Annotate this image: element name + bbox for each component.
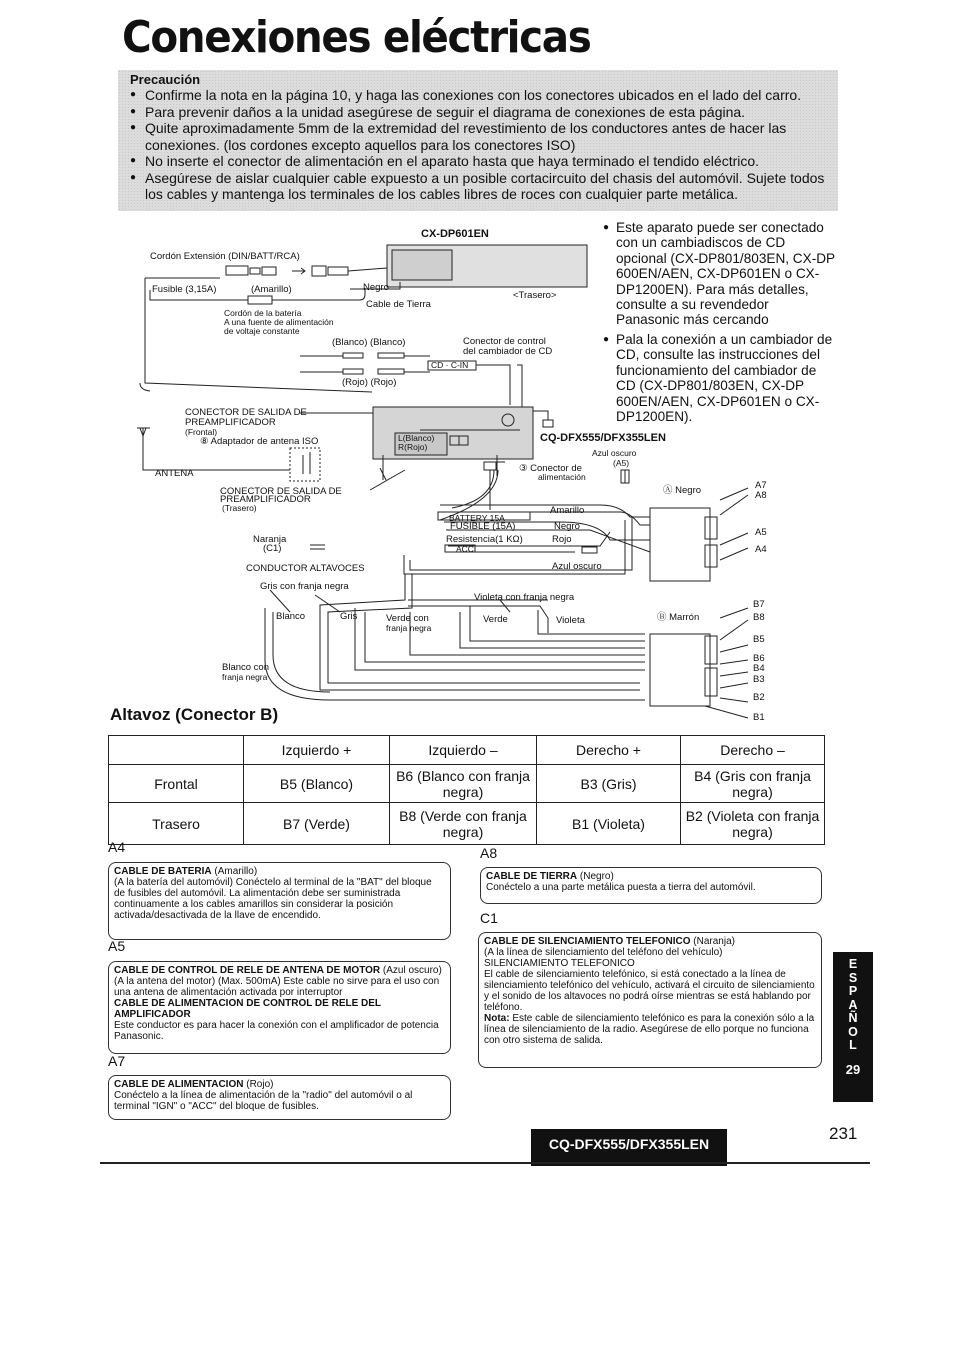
label-naranja: Naranja (253, 534, 287, 545)
changer-model-label: CX-DP601EN (421, 228, 489, 240)
tab-letter: L (849, 1038, 857, 1052)
pin-a4-label: A4 (108, 839, 126, 855)
pin-label: B2 (753, 692, 765, 703)
bullet-icon: ● (603, 334, 610, 345)
speaker-table (108, 735, 825, 845)
cable-c1-box (478, 932, 822, 1068)
label-conductor: CONDUCTOR ALTAVOCES (246, 563, 365, 574)
pin-c1-label: C1 (480, 910, 498, 926)
label-power-2: alimentación (538, 472, 586, 482)
pin-label: A4 (755, 544, 767, 555)
label-acc: ACC (456, 544, 474, 554)
table-header-row (109, 736, 825, 765)
label-antena: ANTENA (155, 468, 194, 479)
pin-label: A5 (755, 527, 767, 538)
label-trasero: <Trasero> (513, 290, 557, 301)
cable-c1-color: (Naranja) (693, 936, 735, 947)
label-verde-con: Verde con (386, 613, 429, 624)
label-negro: Negro (363, 282, 389, 293)
label-blanco: Blanco (276, 611, 306, 622)
label-marron: Ⓑ Marrón (657, 612, 700, 623)
caution-heading: Precaución (130, 72, 201, 87)
caution-item: ● No inserte el conector de alimentación en el aparato hasta que haya terminado el tendido eléctrico. (130, 153, 826, 170)
cable-c1-note (484, 1013, 816, 1046)
cable-c1-title: CABLE DE SILENCIAMIENTO TELEFONICO (484, 936, 691, 947)
label-verde: Verde (483, 614, 508, 625)
pin-a8-label: A8 (480, 845, 498, 861)
pin-label: B5 (753, 634, 765, 645)
label-gris: Gris (340, 611, 358, 622)
cable-a5-text-2: Este conductor es para hacer la conexión con el amplificador de potencia Panasonic. (114, 1020, 439, 1042)
table-cell: B2 (Violeta con franja negra) (681, 803, 825, 845)
speaker-heading: Altavoz (Conector B) (110, 705, 279, 724)
label-amarillo-2: Amarillo (550, 505, 585, 516)
cable-a5-title-1: CABLE DE CONTROL DE RELE DE ANTENA DE MOTOR (114, 965, 381, 976)
table-cell: B8 (Verde con franja negra) (390, 803, 537, 845)
bullet-icon: ● (603, 222, 610, 233)
table-row (109, 765, 825, 803)
label-blanco-blanco: (Blanco) (Blanco) (332, 337, 406, 348)
caution-item: ● Confirme la nota en la página 10, y haga las conexiones con los conectores ubicados en el lado del carro. (130, 87, 826, 104)
caution-item: ● Asegúrese de aislar cualquier cable expuesto a un posible cortacircuito del chasis del automóvil. Sujete todos los cables y mantenga los terminales de los cables libres de roces con cualquier parte metálica. (130, 170, 826, 203)
pin-label: B1 (753, 712, 765, 723)
label-l-blanco: L(Blanco) (398, 433, 435, 443)
label-power-1: ③ Conector de (519, 463, 582, 474)
cable-a7-title: CABLE DE ALIMENTACION (114, 1079, 244, 1090)
label-franja-negra: franja negra (386, 623, 432, 633)
label-blanco-con: Blanco con (222, 662, 270, 673)
pin-label: A8 (755, 490, 767, 501)
language-tab (833, 952, 873, 1102)
tab-letter: E (848, 957, 858, 971)
label-violeta-negra: Violeta con franja negra (474, 592, 575, 603)
cable-a7-color: (Rojo) (246, 1079, 274, 1090)
note-cd-changer: ● Este aparato puede ser conectado con un cambiadiscos de CD opcional (CX-DP801/803EN, CX-DP 600EN/AEN, CX-DP601EN o CX-DP1200EN). Para más detalles, consulte a su revendedor Panasonic más cercando (603, 220, 835, 328)
label-amarillo: (Amarillo) (251, 284, 292, 295)
cable-a4-title: CABLE DE BATERIA (114, 866, 212, 877)
label-fuente-2: de voltaje constante (224, 326, 300, 336)
label-pre-rear-1: CONECTOR DE SALIDA DE (220, 486, 342, 497)
label-fuente-1: A una fuente de alimentación (224, 317, 334, 327)
label-c1: (C1) (263, 543, 282, 554)
label-pre-front-3: (Frontal) (185, 427, 218, 437)
tab-letter: A (848, 997, 858, 1012)
label-azul-oscuro-2: Azul oscuro (552, 561, 602, 572)
footer-rule (100, 1162, 870, 1164)
tab-letter: O (848, 1024, 858, 1039)
pin-label: B8 (753, 612, 765, 623)
label-cable-tierra: Cable de Tierra (366, 299, 431, 310)
label-negro-2: Negro (554, 521, 580, 532)
note-text: Este cable de silenciamiento telefónico es para la conexión sólo a la línea de silenciamiento de la radio. Asegúrese de ello porque no funciona con otro sistema de salida. (484, 1013, 815, 1046)
label-azul-oscuro: Azul oscuro (592, 448, 637, 458)
table-header-cell: Derecho – (681, 736, 825, 765)
table-cell: B3 (Gris) (537, 765, 681, 803)
cable-a5-box (108, 961, 451, 1054)
label-resistencia: Resistencia(1 KΩ) (446, 534, 523, 545)
label-control-1: Conector de control (463, 336, 546, 347)
table-header-cell: Izquierdo + (244, 736, 390, 765)
pin-label: B6 (753, 653, 765, 664)
cable-a8-text: Conéctelo a una parte metálica puesta a tierra del automóvil. (486, 882, 756, 893)
label-r-rojo: R(Rojo) (398, 442, 428, 452)
caution-item: ● Quite aproximadamente 5mm de la extremidad del revestimiento de los conductores antes de hacer las conexiones. (los cordones excepto aquellos para los conectores ISO) (130, 120, 826, 153)
label-iso-adapter: ⑧ Adaptador de antena ISO (200, 436, 319, 447)
tab-letter: Ñ (848, 1011, 858, 1025)
table-header-cell: Derecho + (537, 736, 681, 765)
pin-label: B7 (753, 599, 765, 610)
page-number: 231 (829, 1124, 858, 1143)
cable-c1-line-1: (A la línea de silenciamiento del teléfono del vehículo) (484, 947, 723, 958)
cable-a4-box (108, 862, 451, 940)
tab-letter: P (848, 984, 858, 998)
label-a5: (A5) (613, 458, 630, 468)
note-cd-connection: ● Pala la conexión a un cambiador de CD, consulte las instrucciones del funcionamiento del cambiador de CD (CX-DP801/803EN, CX-DP 600EN/AEN, CX-DP601EN o CX-DP1200EN). (603, 332, 833, 425)
label-negro-a: Ⓐ Negro (663, 485, 702, 496)
tab-letter: S (848, 970, 858, 985)
label-pre-front-1: CONECTOR DE SALIDA DE (185, 407, 307, 418)
label-control-2: del cambiador de CD (463, 346, 553, 357)
pin-a5-label: A5 (108, 938, 126, 954)
footer-model: CQ-DFX555/DFX355LEN (531, 1129, 727, 1166)
table-cell: B7 (Verde) (244, 803, 390, 845)
table-cell: Trasero (109, 803, 244, 845)
table-row (109, 803, 825, 845)
cable-a8-color: (Negro) (579, 871, 614, 882)
table-cell: B5 (Blanco) (244, 765, 390, 803)
cable-a7-text: Conéctelo a la línea de alimentación de la "radio" del automóvil o al terminal "IGN" o "ACC" del bloque de fusibles. (114, 1090, 413, 1112)
cable-a4-color: (Amarillo) (214, 866, 258, 877)
label-gris-negra: Gris con franja negra (260, 581, 349, 592)
label-ext-cord: Cordón Extensión (DIN/BATT/RCA) (150, 251, 300, 262)
label-battery: BATTERY 15A (449, 513, 505, 523)
label-franja-negra-2: franja negra (222, 672, 268, 682)
label-fusible-15: FUSIBLE (15A) (450, 521, 516, 532)
label-pre-rear-2: PREAMPLIFICADOR (220, 494, 311, 505)
cable-a8-box (480, 867, 822, 904)
table-cell: B4 (Gris con franja negra) (681, 765, 825, 803)
cable-a5-text-1: (Azul oscuro) (A la antena del motor) (Max. 500mA) Este cable no sirve para el uso con una antena de alimentación activada por interruptor (114, 965, 442, 998)
pin-a7-label: A7 (108, 1053, 126, 1069)
note-label: Nota: (484, 1013, 510, 1024)
label-pre-front-2: PREAMPLIFICADOR (185, 417, 276, 428)
pin-label: B3 (753, 674, 765, 685)
label-violeta: Violeta (556, 615, 585, 626)
pin-label: A7 (755, 480, 767, 491)
label-cd-cin: CD · C-IN (431, 360, 469, 370)
caution-item: ● Para prevenir daños a la unidad asegúrese de seguir el diagrama de conexiones de esta página. (130, 104, 826, 121)
table-cell: Frontal (109, 765, 244, 803)
cable-a5-title-2: CABLE DE ALIMENTACION DE CONTROL DE RELE DEL AMPLIFICADOR (114, 998, 381, 1020)
table-header-cell (109, 736, 244, 765)
label-fuse: Fusible (3,15A) (152, 284, 217, 295)
label-pre-rear-3: (Trasero) (222, 503, 257, 513)
cable-c1-line-2: SILENCIAMIENTO TELEFONICO (484, 958, 635, 969)
cable-a8-title: CABLE DE TIERRA (486, 871, 578, 882)
table-cell: B6 (Blanco con franja negra) (390, 765, 537, 803)
unit-model-label: CQ-DFX555/DFX355LEN (540, 432, 666, 444)
cable-c1-text: El cable de silenciamiento telefónico, si está conectado a la línea de silenciamiento telefónico del vehículo, activará el circuito de silenciamiento y el sonido de los altavoces no podrá oírse mientras se está hablando por teléfono. (484, 969, 815, 1013)
label-rojo: Rojo (552, 534, 572, 545)
table-header-cell: Izquierdo – (390, 736, 537, 765)
page-title: Conexiones eléctricas (122, 12, 591, 63)
pin-label: B4 (753, 663, 765, 674)
table-cell: B1 (Violeta) (537, 803, 681, 845)
label-cordon-bateria: Cordón de la batería (224, 308, 302, 318)
tab-number: 29 (845, 1061, 861, 1077)
cable-a7-box (108, 1075, 451, 1120)
cable-a4-text: (A la batería del automóvil) Conéctelo al terminal de la "BAT" del bloque de fusibles del automóvil. La alimentación debe ser suministrada continuamente a los cables amarillos sin considerar la posición activada/desactivada de la llave de encendido. (114, 877, 432, 921)
label-rojo-rojo: (Rojo) (Rojo) (342, 377, 397, 388)
